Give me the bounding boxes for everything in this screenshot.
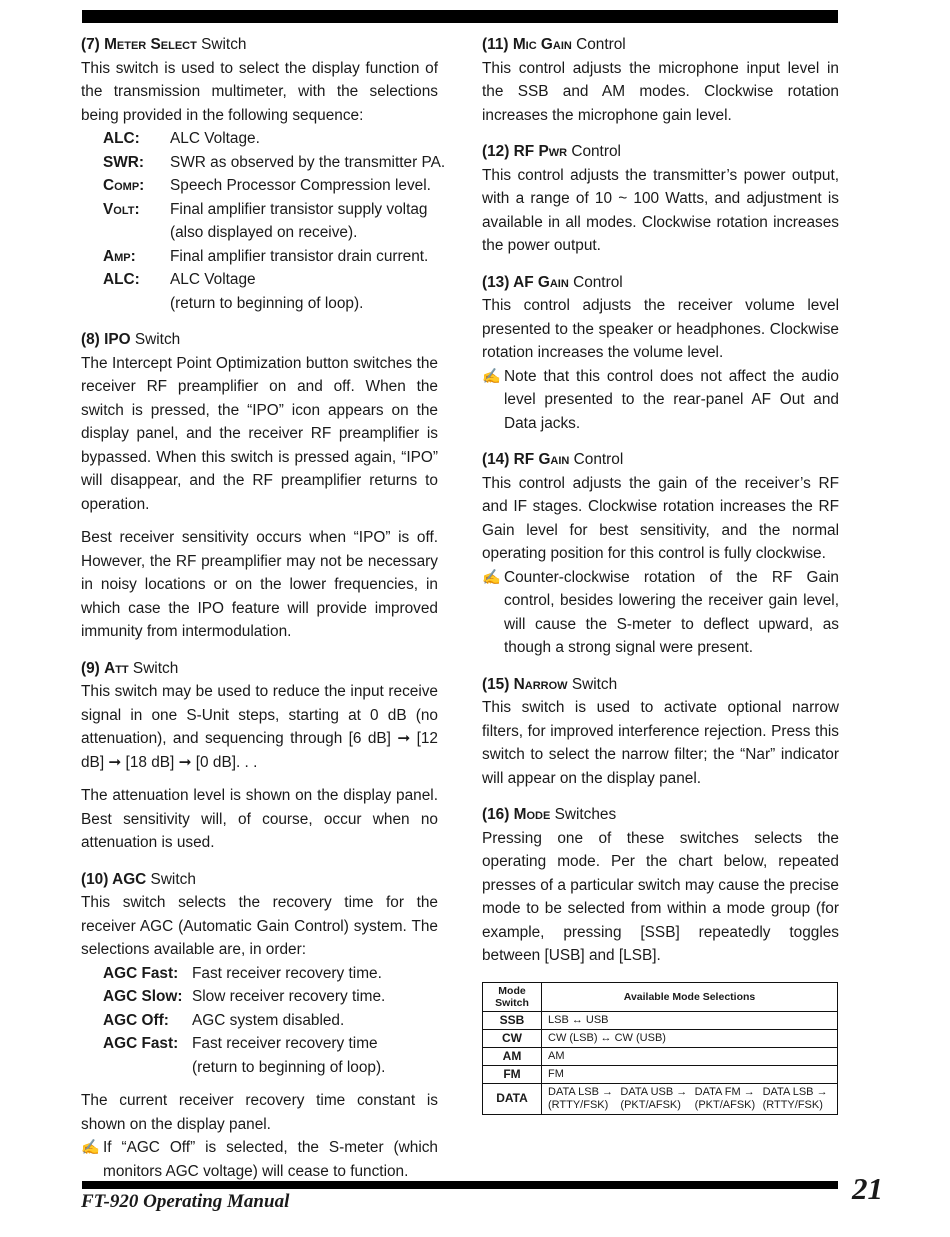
section-heading: (13) AF Gain Control	[482, 273, 623, 291]
list-item: Comp: Speech Processor Compression level.	[103, 177, 431, 194]
table-cell: AM	[483, 1047, 542, 1065]
table-header-row	[483, 982, 838, 1011]
section-mic-gain	[482, 33, 839, 127]
list-item: Amp: Final amplifier transistor drain current.	[103, 247, 429, 265]
table-header-cell: Available Mode Selections	[542, 982, 838, 1011]
paragraph: The Intercept Point Optimization button switches the receiver RF preamplifier on and off. When the switch is pressed, the “IPO” icon appears on the display panel, and the receiver RF preamplifier is bypassed. When this switch is pressed again, “IPO” will disappear, and the RF preamplifier returns to operation.	[81, 354, 438, 513]
paragraph: Best receiver sensitivity occurs when “IPO” is off. However, the RF preamplifier may not be necessary in noisy locations or on the lower frequencies, in which case the IPO feature will provide improved immunity from intermodulation.	[81, 529, 438, 640]
writing-hand-icon: ✍	[482, 367, 501, 385]
page-number: 21	[852, 1171, 883, 1206]
section-meter-select	[81, 33, 446, 315]
section-ipo	[81, 328, 438, 644]
definition-list	[81, 962, 438, 1080]
table-header-cell: Mode Switch	[483, 982, 542, 1011]
section-heading: (9) Att Switch	[81, 659, 179, 677]
data-mode-sequence: DATA LSB → DATA USB → DATA FM → DATA LSB → (RTTY/FSK) (PKT/AFSK) (PKT/AFSK) (RTTY/FSK)	[548, 1085, 828, 1111]
list-item: AGC Fast: Fast receiver recovery time	[103, 1035, 378, 1052]
table-row	[483, 1065, 838, 1083]
section-rf-pwr	[482, 140, 839, 258]
list-item: AGC Fast: Fast receiver recovery time.	[103, 964, 382, 982]
table-cell: FM	[483, 1065, 542, 1083]
paragraph: This control adjusts the transmitter’s power output, with a range of 10 ~ 100 Watts, and adjustment is available in all modes. Clockwise rotation increases the power output.	[482, 166, 839, 254]
writing-hand-icon: ✍	[81, 1139, 100, 1156]
paragraph: The attenuation level is shown on the display panel. Best sensitivity will, of course, occur when no attenuation is used.	[81, 787, 438, 851]
note: ✍ Note that this control does not affect the audio level presented to the rear-panel AF Out and Data jacks.	[482, 365, 839, 436]
writing-hand-icon: ✍	[482, 568, 501, 586]
section-agc	[81, 868, 438, 1184]
list-item: (also displayed on receive).	[170, 224, 358, 241]
list-item: ALC: ALC Voltage.	[103, 130, 260, 147]
manual-title: FT-920 Operating Manual	[81, 1191, 290, 1212]
paragraph: This control adjusts the receiver volume level presented to the speaker or headphones. Clockwise rotation increases the volume level.	[482, 297, 839, 361]
list-item: AGC Off: AGC system disabled.	[103, 1011, 345, 1029]
table-row	[483, 1011, 838, 1029]
table-cell	[542, 1083, 838, 1114]
paragraph: The current receiver recovery time constant is shown on the display panel.	[81, 1092, 438, 1133]
table-row	[483, 1047, 838, 1065]
paragraph: This switch is used to select the display function of the transmission multimeter, with the selections being provided in the following sequence:	[81, 59, 438, 124]
list-item: SWR: SWR as observed by the transmitter PA.	[103, 153, 446, 171]
note: ✍ Counter-clockwise rotation of the RF Gain control, besides lowering the receiver gain level, will cause the S-meter to deflect upward, as though a strong signal were present.	[482, 566, 839, 660]
list-item: (return to beginning of loop).	[170, 294, 364, 312]
section-att	[81, 657, 438, 855]
paragraph: This switch may be used to reduce the input receive signal in one S-Unit steps, starting at 0 dB (no attenuation), and sequencing through [6 dB] ➞ [12 dB] ➞ [18 dB] ➞ [0 dB]. . .	[81, 683, 438, 771]
section-rf-gain	[482, 448, 839, 660]
section-narrow	[482, 673, 839, 791]
paragraph: This switch is used to activate optional narrow filters, for improved interference rejection. Press this switch to select the narrow filter; the “Nar” indicator will appear on the display panel.	[482, 699, 839, 787]
paragraph: Pressing one of these switches selects the operating mode. Per the chart below, repeated presses of a particular switch may cause the precise mode to be selected from within a mode group (for example, pressing [SSB] repeatedly toggles between [USB] and [LSB].	[482, 829, 839, 964]
list-item: AGC Slow: Slow receiver recovery time.	[103, 988, 386, 1005]
section-heading: (12) RF Pwr Control	[482, 143, 621, 160]
section-af-gain	[482, 271, 839, 436]
right-column	[482, 33, 839, 1128]
table-cell: CW	[483, 1029, 542, 1047]
paragraph: This control adjusts the gain of the receiver’s RF and IF stages. Clockwise rotation increases the RF Gain level for best sensitivity, and the normal operating position for this control is fully clockwise.	[482, 474, 839, 562]
mode-selection-table	[482, 982, 838, 1115]
header-rule	[82, 10, 838, 23]
section-mode	[482, 803, 839, 1115]
note: ✍ If “AGC Off” is selected, the S-meter (which monitors AGC voltage) will cease to function.	[81, 1136, 438, 1183]
section-heading: (11) Mic Gain Control	[482, 36, 626, 53]
section-heading: (7) Meter Select Switch	[81, 36, 247, 53]
footer-rule	[82, 1181, 838, 1189]
section-heading: (16) Mode Switches	[482, 806, 617, 823]
definition-list	[81, 127, 446, 315]
section-heading: (15) Narrow Switch	[482, 675, 618, 693]
table-cell: SSB	[483, 1011, 542, 1029]
list-item: ALC: ALC Voltage	[103, 271, 256, 288]
table-cell: DATA	[483, 1083, 542, 1114]
list-item: (return to beginning of loop).	[192, 1058, 386, 1076]
section-heading: (14) RF Gain Control	[482, 451, 624, 468]
table-cell: FM	[542, 1065, 838, 1083]
left-column	[81, 33, 446, 1196]
section-heading: (10) AGC Switch	[81, 870, 196, 888]
table-cell: LSB ↔ USB	[542, 1011, 838, 1029]
table-row	[483, 1083, 838, 1114]
table-cell: AM	[542, 1047, 838, 1065]
section-heading: (8) IPO Switch	[81, 331, 181, 348]
list-item: Volt: Final amplifier transistor supply voltag	[103, 200, 428, 218]
table-cell: CW (LSB) ↔ CW (USB)	[542, 1029, 838, 1047]
table-row	[483, 1029, 838, 1047]
paragraph: This switch selects the recovery time for the receiver AGC (Automatic Gain Control) system. The selections available are, in order:	[81, 894, 438, 958]
paragraph: This control adjusts the microphone input level in the SSB and AM modes. Clockwise rotation increases the microphone gain level.	[482, 59, 839, 124]
